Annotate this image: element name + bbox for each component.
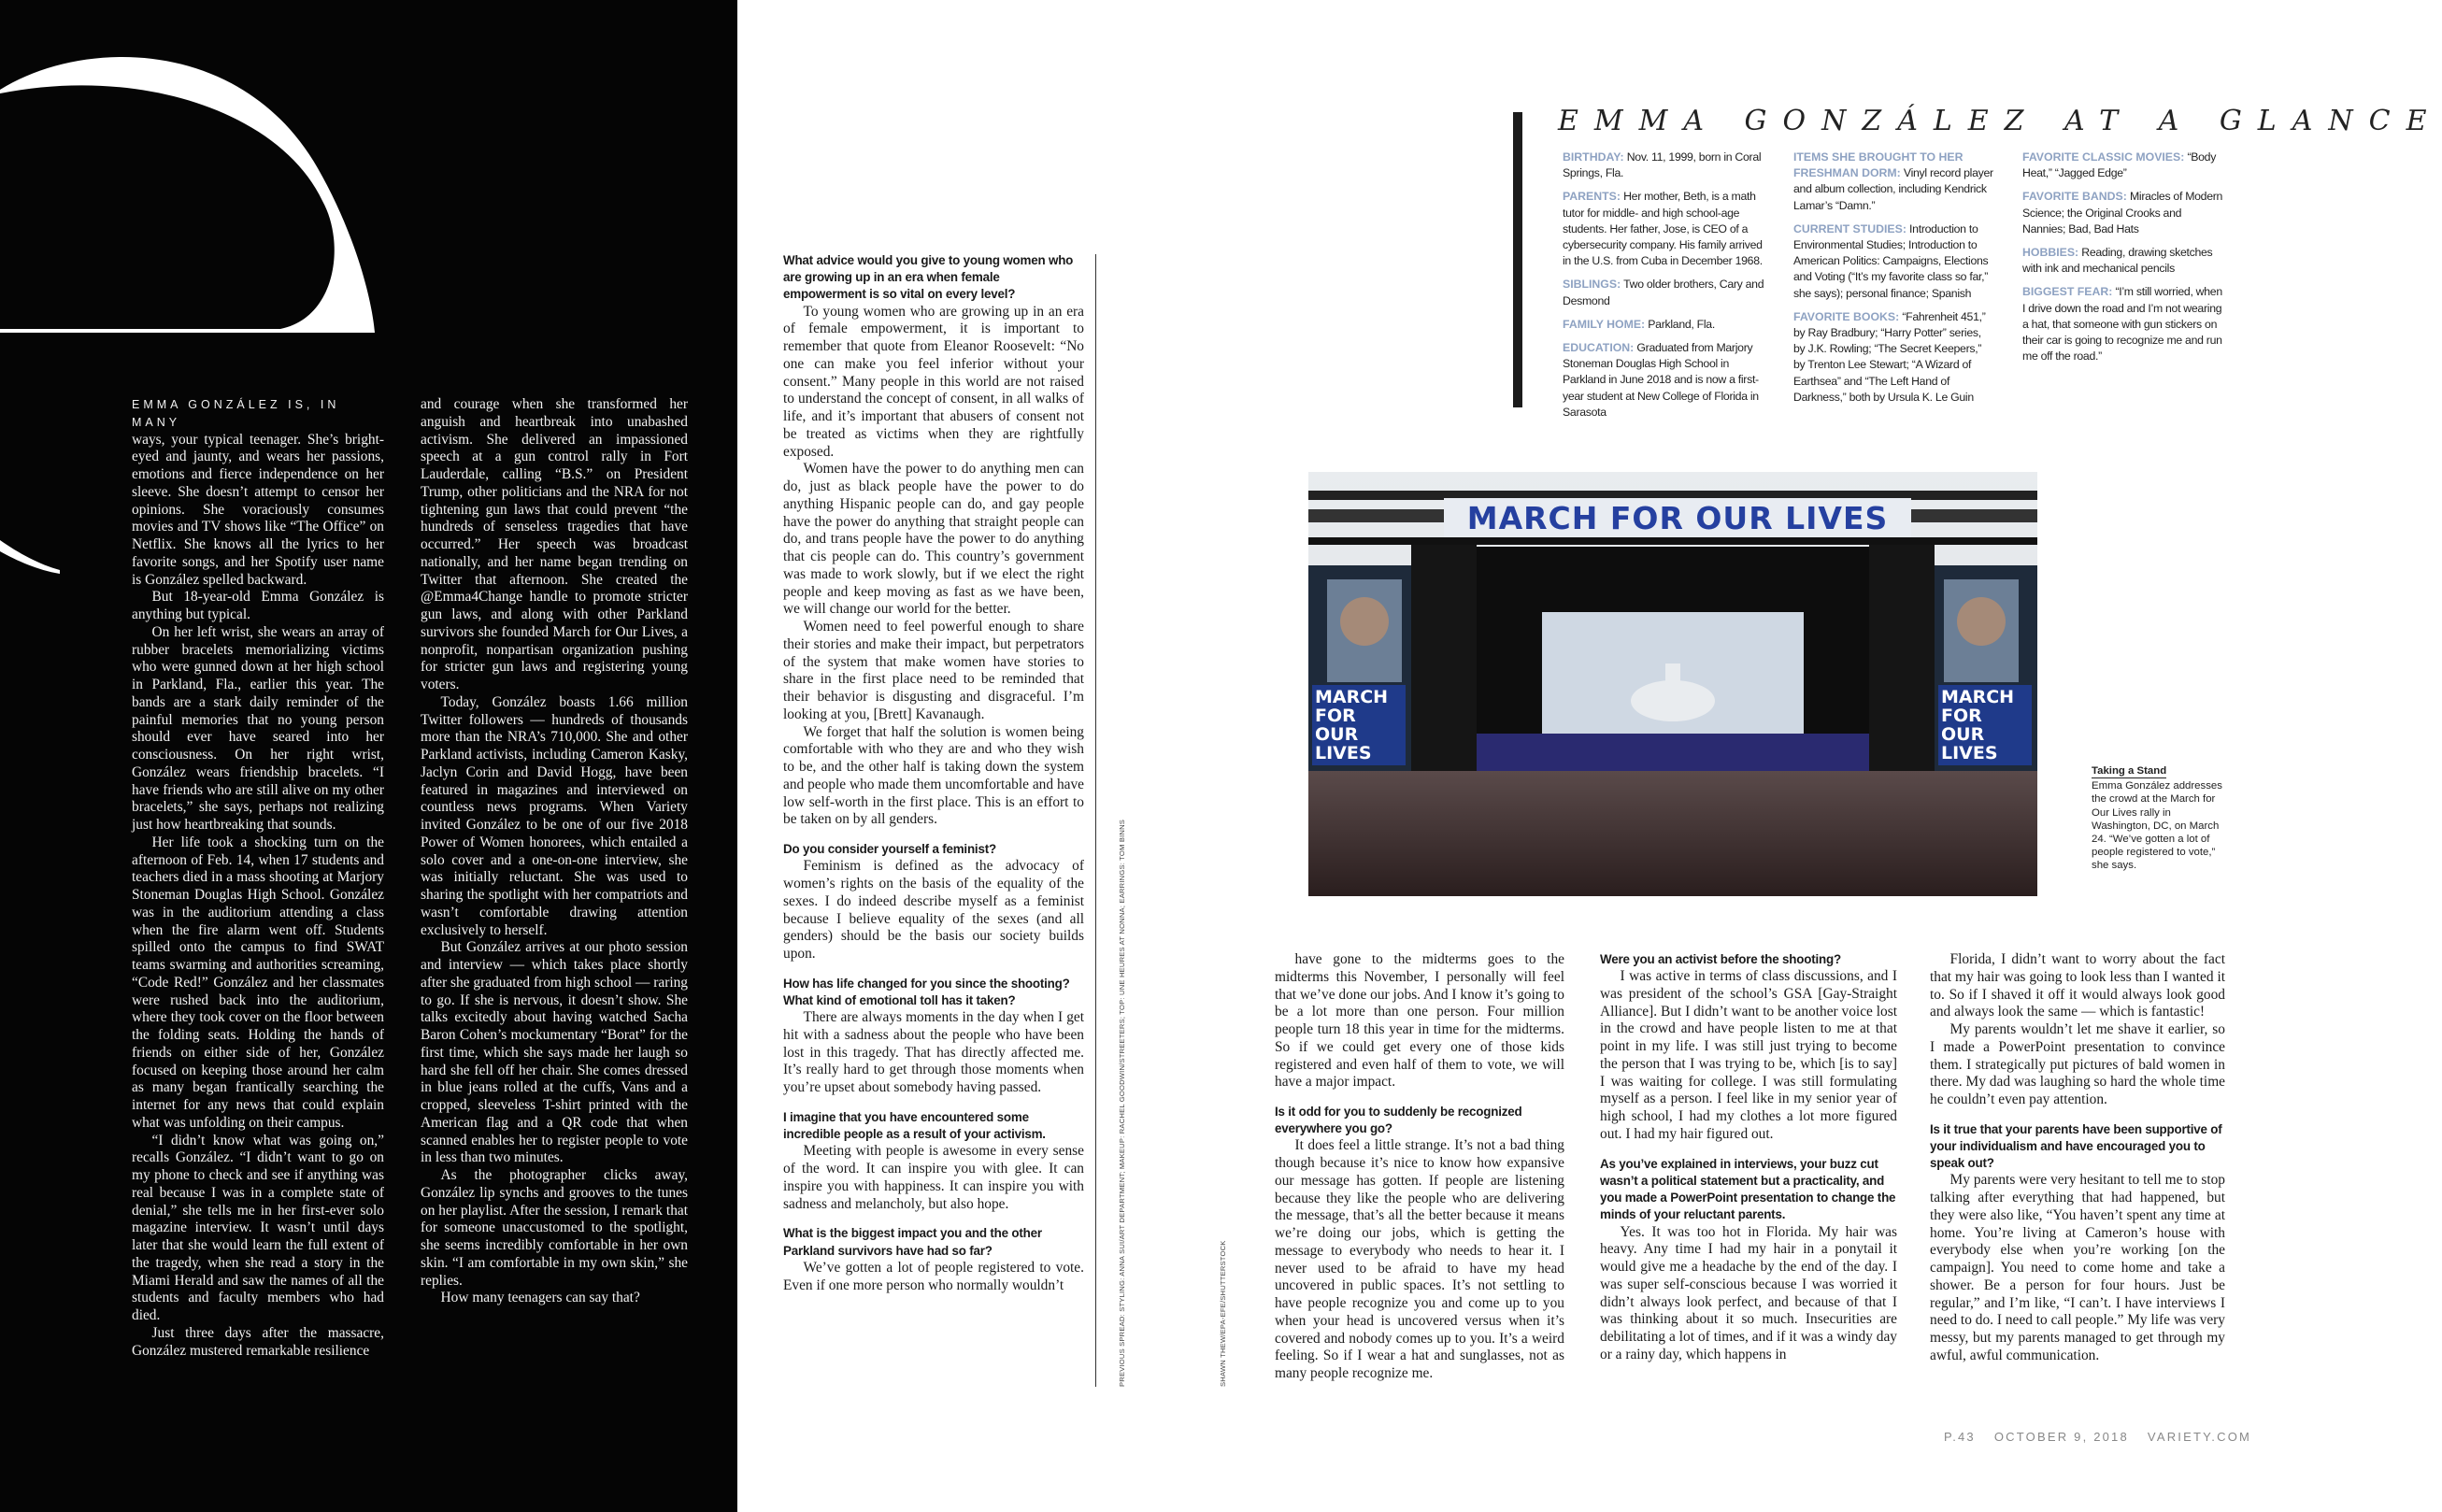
rally-photo — [1308, 472, 2037, 896]
glance-value: Two older brothers, Cary and Desmond — [1563, 278, 1764, 307]
paragraph-text: Women need to feel powerful enough to share their stories and make their impact, but perpetrators of the system that make women have stories to share in the first place need to be reminded that their behavior is disgusting and disgraceful. I’m looking at you, [Brett] Kavanaugh. — [783, 619, 1084, 722]
glance-item — [1793, 221, 1994, 302]
glance-item — [2022, 150, 2226, 181]
left-screen-sign — [1312, 685, 1406, 765]
glance-value: Nov. 11, 1999, born in Coral Springs, Fla. — [1563, 150, 1762, 180]
interview-question — [783, 976, 1084, 1009]
paragraph-text: How many teenagers can say that? — [440, 1290, 640, 1306]
glance-value: Her mother, Beth, is a math tutor for middle- and high school-age students. Her father, Jose, is CEO of a cybersecurity company. His family arrived in the U.S. from Cuba in December 1968. — [1563, 190, 1763, 268]
body-paragraph — [132, 589, 384, 624]
body-paragraph — [421, 694, 688, 940]
paragraph-text: But 18-year-old Emma González is anything but typical. — [132, 589, 384, 622]
glance-item — [2022, 189, 2226, 237]
body-paragraph — [783, 724, 1084, 830]
styling-credit: PREVIOUS SPREAD: STYLING: ANNA SUI/ART DEPARTMENT; MAKEUP: RACHEL GOODWIN/STREETERS; TOP: UNE HEURES AT NONNA; EARRINGS: TOM BINNS — [1118, 819, 1126, 1387]
interview-question — [1275, 1104, 1564, 1137]
glance-item — [1793, 150, 1994, 214]
glance-item — [1563, 150, 1770, 181]
body-paragraph — [783, 619, 1084, 724]
glance-label: SIBLINGS: — [1563, 278, 1621, 292]
glance-label: FAMILY HOME: — [1563, 317, 1646, 331]
glance-value: Graduated from Marjory Stoneman Douglas High School in Parkland in June 2018 and is now a first-year student at New College of Florida in Sarasota — [1563, 341, 1759, 419]
interview-question — [1600, 951, 1897, 968]
interview-answer — [783, 304, 1084, 462]
glance-item — [1563, 340, 1770, 421]
caption-title: Taking a Stand — [2092, 764, 2166, 778]
feature-column-2 — [421, 396, 688, 1307]
glance-label: FAVORITE BANDS: — [2022, 190, 2127, 204]
glance-title: EMMA GONZÁLEZ AT A GLANCE — [1558, 105, 2442, 137]
interview-answer — [1275, 951, 1564, 1091]
interview-question — [1930, 1121, 2225, 1173]
body-paragraph — [132, 1325, 384, 1361]
glance-label: ITEMS SHE BROUGHT TO HER FRESHMAN DORM: — [1793, 150, 1964, 180]
glance-label: BIGGEST FEAR: — [2022, 285, 2113, 299]
paragraph-text: Meeting with people is awesome in every sense of the word. It can inspire you with glee. It can inspire you with happiness. It can inspire you with sadness and melancholy, but also hope. — [783, 1143, 1084, 1212]
paragraph-text: Women have the power to do anything men can do, just as black people have the power to do anything Hispanic people can do, and gay people have the power do anything that straight people can do, and trans people have the power to do anything that cis people can do. This country’s government was made to work slowly, but if we elect the right people and keep moving as fast as we have been, we will change our world for the better. — [783, 461, 1084, 618]
site-name: VARIETY.COM — [2147, 1430, 2252, 1444]
body-paragraph — [783, 461, 1084, 619]
interview-answer — [783, 1143, 1084, 1213]
feature-black-panel — [0, 0, 737, 1512]
screen-text-2: FOR OUR — [1941, 706, 1985, 745]
body-paragraph — [1930, 1021, 2225, 1109]
paragraph-text: Do you consider yourself a feminist? — [783, 842, 996, 857]
body-paragraph — [132, 1133, 384, 1325]
glance-label: FAVORITE CLASSIC MOVIES: — [2022, 150, 2185, 164]
paragraph-text: We forget that half the solution is women being comfortable with who they are and who they wish to be, and the other half is taking down the system and people who made them uncomfortable and have low self-worth in the first place. This is an effort to be taken on by all genders. — [783, 723, 1084, 828]
paragraph-text: Feminism is defined as the advocacy of women’s rights on the basis of the equality of the sexes. I do indeed describe myself as a feminist because I believe equality of the sexes (and all genders) should be the basis our society builds upon. — [783, 858, 1084, 963]
interview-column-4 — [1930, 951, 2225, 1365]
paragraph-text: What is the biggest impact you and the other Parkland survivors have had so far? — [783, 1226, 1042, 1258]
interview-question — [783, 1225, 1084, 1259]
interview-question — [783, 252, 1084, 304]
glance-item — [2022, 245, 2226, 277]
paragraph-text: On her left wrist, she wears an array of rubber bracelets memorializing victims who were gunned down at her high school in Parkland, Fla., earlier this year. The bands are a stark daily reminder of the painful memories that no young person should ever have seared into her consciousness. On her right wrist, González wears friendship bracelets. “I have friends who are still alive on my other bracelets,” she says, perhaps not realizing just how heartbreaking that sounds. — [132, 623, 384, 833]
body-paragraph — [132, 396, 384, 589]
glance-label: BIRTHDAY: — [1563, 150, 1624, 164]
body-paragraph — [421, 1290, 688, 1307]
interview-answer — [1275, 1137, 1564, 1383]
body-paragraph — [421, 396, 688, 694]
glance-item — [1563, 189, 1770, 269]
interview-answer — [783, 1009, 1084, 1097]
glance-value: Miracles of Modern Science; the Original Crooks and Nannies; Bad, Bad Hats — [2022, 190, 2223, 235]
glance-column-3 — [2022, 150, 2226, 372]
paragraph-text: Today, González boasts 1.66 million Twitter followers — hundreds of thousands more than the NRA’s 710,000. She and other Parkland activists, including Cameron Kasky, Jaclyn Corin and David Hogg, have been featured in magazines and interviewed on countless news programs. When Variety invited González to be one of our five 2018 Power of Women honorees, which entailed a solo cover and a one-on-one interview, she was initially reluctant. She was used to sharing the spotlight with her compatriots and wasn’t comfortable drawing attention exclusively to herself. — [421, 693, 688, 938]
glance-value: Vinyl record player and album collection, including Kendrick Lamar’s “Damn.” — [1793, 166, 1993, 212]
body-paragraph — [132, 834, 384, 1133]
glance-value: “I’m still worried, when I drive down the road and I’m not wearing a hat, that someone with gun stickers on their car is going to recognize me and run me off the road.” — [2022, 285, 2222, 364]
caption-text: Emma González addresses the crowd at the March for Our Lives rally in Washington, DC, on March 24. “We’ve gotten a lot of people registered to vote,” she says. — [2092, 780, 2222, 872]
glance-item — [1563, 277, 1770, 308]
glance-label: EDUCATION: — [1563, 341, 1635, 355]
paragraph-text: Florida, I didn’t want to worry about the fact that my hair was going to look less than I wanted it to. So if I shaved it off it would always look good and always look the same — which is fantastic! — [1930, 951, 2225, 1020]
paragraph-text: ways, your typical teenager. She’s bright-eyed and jaunty, and wears her passions, emotions and fierce independence on her sleeve. She doesn’t attempt to censor her opinions. She voraciously consumes movies and TV shows like “The Office” on Netflix. She knows all the lyrics to her favorite songs, and her Spotify user name is González spelled backward. — [132, 431, 384, 588]
page-footer — [1925, 1430, 2252, 1444]
paragraph-text: “I didn’t know what was going on,” recalls González. “I didn’t want to go on my phone to check and see if anything was real because I was in a complete state of denial,” she tells me in her first-ever solo magazine interview. It wasn’t until days later that she would learn the full extent of the tragedy, when she read a story in the Miami Herald and saw the names of all the students and faculty members who had died. — [132, 1132, 384, 1323]
glance-item — [2022, 284, 2226, 364]
paragraph-text: We’ve gotten a lot of people registered to vote. Even if one more person who normally wouldn’t — [783, 1259, 1084, 1293]
paragraph-text: There are always moments in the day when I get hit with a sadness about the people who have been lost in this tragedy. That has directly affected me. It’s really hard to get through those moments when you’re upset about somebody having passed. — [783, 1009, 1084, 1096]
paragraph-text: What advice would you give to young women who are growing up in an era when female empowerment is so vital on every level? — [783, 253, 1074, 302]
body-paragraph — [421, 1167, 688, 1290]
paragraph-text: To young women who are growing up in an era of female empowerment, it is important to remember that quote from Eleanor Roosevelt: “No one can make you feel inferior without your consent.” Many people in this world are not raised to understand the concept of consent, in all walks of life, and it’s important that abusers of consent not be treated as victims when they are rightfully exposed. — [783, 303, 1084, 460]
glance-value: Parkland, Fla. — [1648, 317, 1715, 331]
photo-caption — [2092, 764, 2227, 873]
issue-date: OCTOBER 9, 2018 — [1993, 1430, 2129, 1444]
right-screen-sign — [1938, 685, 2032, 765]
interview-question — [783, 841, 1084, 858]
glance-label: PARENTS: — [1563, 190, 1621, 204]
glance-label: HOBBIES: — [2022, 246, 2079, 260]
glance-label: CURRENT STUDIES: — [1793, 221, 1906, 235]
paragraph-text: have gone to the midterms goes to the midterms this November, I personally will feel that we’ve done our jobs. And I know it’s going to be a lot more than one person. Four million people turn 18 this year in time for the midterms. So if we could get every one of those kids registered and even half of them to vote, we will have a major impact. — [1275, 951, 1564, 1091]
screen-text-3: LIVES — [1315, 743, 1372, 763]
banner-text: MARCH FOR OUR LIVES — [1466, 500, 1889, 536]
paragraph-text: Were you an activist before the shooting? — [1600, 952, 1841, 966]
glance-value: “Body Heat,” “Jagged Edge” — [2022, 150, 2217, 180]
body-paragraph — [421, 939, 688, 1167]
glance-item — [1793, 309, 1994, 406]
glance-value: Reading, drawing sketches with ink and mechanical pencils — [2022, 246, 2213, 276]
interview-answer — [1600, 1224, 1897, 1364]
interview-answer — [783, 858, 1084, 963]
interview-column-2 — [1275, 951, 1564, 1383]
paragraph-text: and courage when she transformed her anguish and heartbreak into unabashed activism. She delivered an impassioned speech at a gun control rally in Fort Lauderdale, calling “B.S.” on President Trump, other politicians and the NRA for not tightening gun laws that could prevent “the hundreds of senseless tragedies that have occurred.” Her speech was broadcast nationally, and her name began trending on Twitter that afternoon. She created the @Emma4Change handle to promote stricter gun laws, and along with other Parkland survivors she founded March for Our Lives, a nonprofit, nonpartisan organization pushing for stricter gun laws and registering young voters. — [421, 396, 688, 692]
paragraph-text: As you’ve explained in interviews, your buzz cut wasn’t a political statement but a practicality, and you made a PowerPoint presentation to change the minds of your reluctant parents. — [1600, 1156, 1896, 1222]
glance-column-1 — [1563, 150, 1770, 428]
glance-column-2 — [1793, 150, 1994, 413]
glance-value: “Fahrenheit 451,” by Ray Bradbury; “Harry Potter” series, by J.K. Rowling; “The Secret Keepers,” by Trenton Lee Stewart; “A Wizard of Earthsea” and “The Left Hand of Darkness,” both by Ursula K. Le Guin — [1793, 309, 1986, 404]
feature-column-1 — [132, 396, 384, 1360]
glance-accent-bar — [1513, 112, 1522, 407]
paragraph-text: As the photographer clicks away, González lip synchs and grooves to the tunes on her playlist. After the session, I remark that for someone unaccustomed to the spotlight, she seems incredibly comfortable in her own skin. “I am comfortable in my own skin,” she replies. — [421, 1167, 688, 1289]
glance-value: Introduction to Environmental Studies; Introduction to American Politics: Campaigns, Elections and Voting (“It’s my favorite class so far,” she says); personal finance; Spanish — [1793, 221, 1989, 300]
paragraph-text: My parents were very hesitant to tell me to stop talking after everything that had happened, but they were also like, “You haven’t spent any time at home. You’re living at Cameron’s house with everybody else when you’re working [on the campaign]. You need to come home and take a shower. Be a person for four hours. Just be regular,” and I’m like, “I can’t. I have interviews I need to do. I need to call people.” My life was very messy, but my parents managed to get through my awful, awful communication. — [1930, 1172, 2225, 1363]
interview-column-1 — [783, 252, 1084, 1294]
interview-question — [783, 1109, 1084, 1143]
interview-answer — [1930, 1172, 2225, 1364]
lede-kicker: EMMA GONZÁLEZ IS, IN MANY — [132, 398, 340, 429]
paragraph-text: I imagine that you have encountered some incredible people as a result of your activism. — [783, 1109, 1046, 1142]
screen-text-1: MARCH — [1315, 687, 1389, 707]
page-number: P.43 — [1944, 1430, 1976, 1444]
interview-question — [1600, 1156, 1897, 1224]
glance-label: FAVORITE BOOKS: — [1793, 309, 1900, 323]
paragraph-text: Is it true that your parents have been supportive of your individualism and have encouraged you to speak out? — [1930, 1121, 2222, 1171]
photo-credit: SHAWN THEW/EPA-EFE/SHUTTERSTOCK — [1219, 1240, 1227, 1387]
interview-answer — [783, 1260, 1084, 1295]
paragraph-text: It does feel a little strange. It’s not a bad thing though because it’s nice to know how expansive our message has gotten. If people are listening because they like the people who are delivering the message, that’s all the better because it means we’re doing our jobs, which is getting the message to everybody who needs to hear it. I never used to be afraid to have my head uncovered in public spaces. It’s not settling to have people recognize you and come up to you when your head is uncovered versus when it’s covered and nobody comes up to you. It’s a weird feeling. So if I wear a hat and sunglasses, not as many people recognize me. — [1275, 1137, 1564, 1382]
interview-answer — [1930, 951, 2225, 1021]
paragraph-text: Just three days after the massacre, González mustered remarkable resilience — [132, 1324, 384, 1359]
body-paragraph — [132, 624, 384, 834]
glance-item — [1563, 317, 1770, 333]
paragraph-text: Her life took a shocking turn on the afternoon of Feb. 14, when 17 students and teachers died in a mass shooting at Marjory Stoneman Douglas High School. González was in the auditorium attending a class when the fire alarm went off. Students spilled onto the campus to find SWAT teams swarming and authorities screaming, “Code Red!” González and her classmates were rushed back into the auditorium, where they took cover on the floor between the folding seats. Holding the hands of friends on either side of her, González focused on keeping those around her calm as many began frantically searching the internet for any news that could explain what was unfolding on their campus. — [132, 834, 384, 1131]
paragraph-text: I was active in terms of class discussions, and I was president of the school’s GSA [Gay-Straight Alliance]. But I didn’t want to be another voice lost in the crowd and have people listen to me at that point in my life. I was still just trying to become the person that I was trying to be, which [is to say] I was waiting for college. I was still formulating myself as a person. I feel like in my senior year of high school, I had my clothes a lot more figured out. I had my hair figured out. — [1600, 968, 1897, 1142]
interview-answer — [1600, 968, 1897, 1144]
screen-text-3: LIVES — [1941, 743, 1998, 763]
paragraph-text: How has life changed for you since the shooting? What kind of emotional toll has it taken? — [783, 976, 1070, 1008]
column-divider — [1095, 254, 1096, 1387]
interview-column-3 — [1600, 951, 1897, 1364]
paragraph-text: But González arrives at our photo session and interview — which takes place shortly after she graduated from high school — raring to go. If she is nervous, it doesn’t show. She talks excitedly about having watched Sacha Baron Cohen’s mockumentary “Borat” for the first time, which she says made her laugh so hard she fell off her chair. She comes dressed in blue jeans rolled at the cuffs, Vans and a cropped, sleeveless T-shirt printed with the American flag and a QR code that when scanned enables her to register people to vote in less than two minutes. — [421, 939, 688, 1166]
screen-text-2: FOR OUR — [1315, 706, 1359, 745]
paragraph-text: Yes. It was too hot in Florida. My hair was heavy. Any time I had my hair in a ponytail it would give me a headache by the end of the day. I was super self-conscious because I was worried it didn’t always look perfect, and because of that I was thinking about it so much. Insecurities are debilitating a lot of times, and if it was a windy day or a rainy day, which happens in — [1600, 1223, 1897, 1362]
paragraph-text: My parents wouldn’t let me shave it earlier, so I made a PowerPoint presentation to convince them. I strategically put pictures of bald women in there. My dad was laughing so hard the whole time he couldn’t even pay attention. — [1930, 1021, 2225, 1107]
paragraph-text: Is it odd for you to suddenly be recognized everywhere you go? — [1275, 1105, 1522, 1136]
screen-text-1: MARCH — [1941, 687, 2015, 707]
